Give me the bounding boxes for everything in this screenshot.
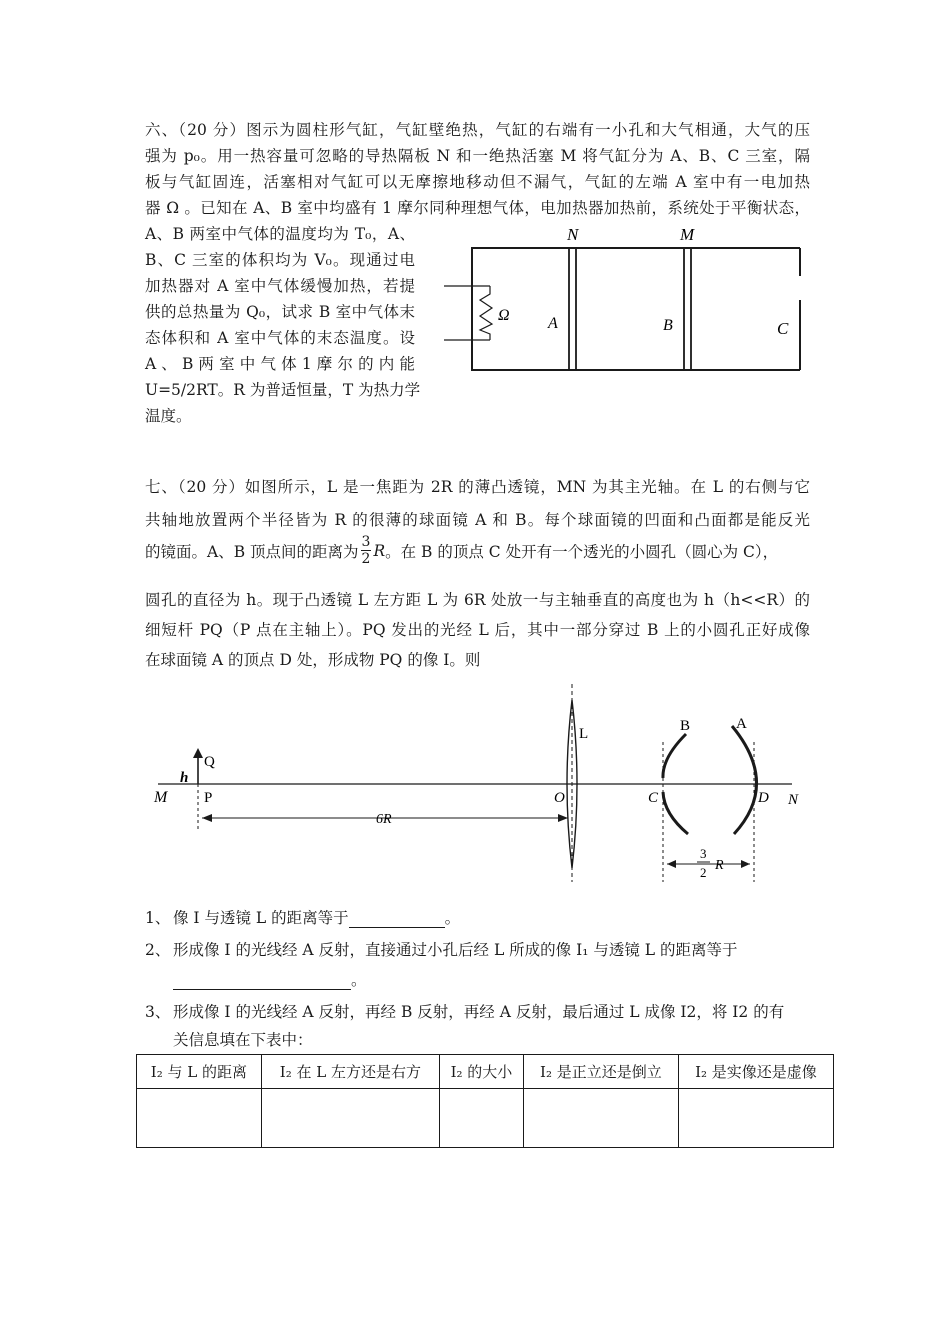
- fraction-denominator: 2: [361, 551, 371, 567]
- label-c: C: [777, 319, 789, 338]
- piston-m: [684, 248, 691, 370]
- question-2-blank-row: [173, 968, 367, 990]
- answer-table: [136, 1054, 834, 1148]
- q6-side-line: A 、 B 两 室 中 气 体 1 摩 尔 的 内 能: [145, 355, 415, 373]
- label-b: B: [663, 317, 673, 334]
- answer-cell-size[interactable]: [439, 1089, 523, 1148]
- answer-cell-distance[interactable]: [137, 1089, 262, 1148]
- table-header-cell: I₂ 的大小: [439, 1055, 523, 1089]
- q7-line-1: 七、（20 分）如图所示，L 是一焦距为 2R 的薄凸透镜，MN 为其主光轴。在 L 的右侧与它: [145, 478, 810, 496]
- table-answer-row: [137, 1089, 834, 1148]
- heater-resistor: [480, 286, 492, 340]
- label-h: h: [180, 770, 189, 786]
- question-2-text: 形成像 I 的光线经 A 反射，直接通过小孔后经 L 所成的像 I₁ 与透镜 L 的距离等于: [173, 941, 738, 959]
- partition-n: [569, 248, 576, 370]
- arrowhead-6r-left: [202, 814, 212, 822]
- object-arrowhead: [193, 748, 203, 758]
- q7-line-6: 在球面镜 A 的顶点 D 处，形成物 PQ 的像 I。则: [145, 651, 481, 669]
- table-header-cell: I₂ 在 L 左方还是右方: [261, 1055, 439, 1089]
- label-o: O: [554, 790, 565, 806]
- q7-line-4: 圆孔的直径为 h。现于凸透镜 L 左方距 L 为 6R 处放一与主轴垂直的高度也为 h（h<<R）的: [145, 591, 810, 609]
- table-header-cell: I₂ 是正立还是倒立: [523, 1055, 678, 1089]
- question-1-end: 。: [444, 909, 461, 927]
- fraction-numerator: 3: [361, 534, 371, 550]
- q6-line-4: 器 Ω 。已知在 A、B 室中均盛有 1 摩尔同种理想气体，电加热器加热前，系统处于平衡状态，: [145, 199, 810, 217]
- q6-line-2: 强为 p₀。用一热容量可忽略的导热隔板 N 和一绝热活塞 M 将气缸分为 A、B、C 三室，隔: [145, 147, 810, 165]
- q7-line-5: 细短杆 PQ（P 点在主轴上）。PQ 发出的光经 L 后，其中一部分穿过 B 上的小圆孔正好成像: [145, 621, 810, 639]
- question-2-number: 2、: [145, 941, 171, 959]
- answer-cell-side[interactable]: [261, 1089, 439, 1148]
- label-m-axis: M: [154, 789, 168, 806]
- mirror-a: [732, 726, 757, 834]
- question-1-text: [173, 906, 460, 928]
- label-q: Q: [204, 754, 215, 770]
- label-omega: Ω: [498, 307, 510, 324]
- mirror-b-lower: [663, 792, 688, 834]
- mirror-b-upper: [663, 734, 686, 778]
- fraction-variable: R: [373, 541, 386, 560]
- fraction-three-halves: [361, 534, 372, 567]
- question-3-text: 形成像 I 的光线经 A 反射，再经 B 反射，再经 A 反射，最后通过 L 成像 I2，将 I2 的有: [173, 1003, 785, 1021]
- arrowhead-3-2r-left: [667, 860, 676, 868]
- answer-cell-real-virtual[interactable]: [678, 1089, 833, 1148]
- label-sep-num: 3: [700, 846, 707, 861]
- label-6r: 6R: [376, 812, 392, 827]
- cylinder-wall: [472, 248, 800, 370]
- label-p: P: [204, 790, 213, 806]
- q7-line-2: 共轴地放置两个半径皆为 R 的很薄的球面镜 A 和 B。每个球面镜的凹面和凸面都是能反光: [145, 511, 810, 529]
- q6-side-line: U=5/2RT。R 为普适恒量，T 为热力学: [145, 381, 421, 399]
- table-header-row: [137, 1055, 834, 1089]
- q6-side-line: 态体积和 A 室中气体的末态温度。设: [145, 329, 415, 347]
- q6-side-line: A、B 两室中气体的温度均为 T₀，A、: [145, 225, 415, 243]
- optics-diagram: [140, 682, 820, 887]
- label-sep-var: R: [715, 858, 724, 873]
- q7-line-3: [145, 534, 810, 567]
- label-a: A: [548, 315, 558, 332]
- label-m: M: [680, 225, 695, 244]
- label-n: N: [567, 225, 579, 244]
- label-l: L: [579, 726, 589, 742]
- arrowhead-3-2r-right: [741, 860, 750, 868]
- question-2-end: 。: [351, 971, 367, 989]
- question-3-continuation: 关信息填在下表中：: [173, 1031, 313, 1049]
- label-a: A: [736, 716, 747, 732]
- answer-cell-orientation[interactable]: [523, 1089, 678, 1148]
- q6-side-line: 供的总热量为 Q₀，试求 B 室中气体末: [145, 303, 415, 321]
- q6-side-line: 加热器对 A 室中气体缓慢加热，若提: [145, 277, 415, 295]
- q6-side-line: 温度。: [145, 407, 192, 425]
- question-1-prompt: 像 I 与透镜 L 的距离等于: [173, 909, 349, 927]
- label-n-axis: N: [788, 792, 799, 808]
- table-header-cell: I₂ 与 L 的距离: [137, 1055, 262, 1089]
- q6-line-1: 六、（20 分）图示为圆柱形气缸，气缸壁绝热，气缸的右端有一小孔和大气相通，大气的压: [145, 121, 810, 139]
- arrowhead-6r-right: [558, 814, 568, 822]
- q7-line-3-pre: 的镜面。A、B 顶点间的距离为: [145, 542, 359, 561]
- label-d: D: [758, 790, 769, 806]
- q7-line-3-post: 。在 B 的顶点 C 处开有一个透光的小圆孔（圆心为 C），: [385, 542, 779, 561]
- q6-side-line: B、C 三室的体积均为 V₀。现通过电: [145, 251, 415, 269]
- cylinder-diagram: [430, 218, 810, 378]
- table-header-cell: I₂ 是实像还是虚像: [678, 1055, 833, 1089]
- q6-line-3: 板与气缸固连，活塞相对气缸可以无摩擦地移动但不漏气，气缸的左端 A 室中有一电加热: [145, 173, 810, 191]
- answer-blank-2[interactable]: [173, 971, 351, 990]
- label-sep-den: 2: [700, 865, 707, 880]
- question-1-number: 1、: [145, 909, 171, 927]
- label-c: C: [648, 790, 659, 806]
- question-3-number: 3、: [145, 1003, 171, 1021]
- label-b: B: [680, 718, 691, 734]
- answer-blank-1[interactable]: [349, 909, 445, 928]
